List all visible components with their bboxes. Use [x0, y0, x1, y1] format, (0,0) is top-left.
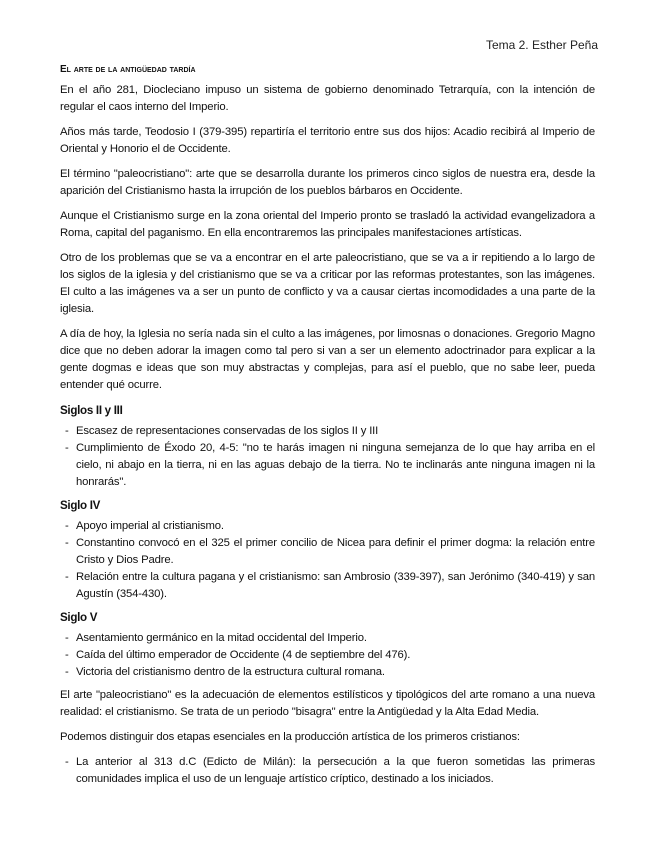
- list-item: [60, 664, 595, 681]
- list-item: [60, 754, 595, 788]
- list-item: [60, 630, 595, 647]
- paragraph: El arte "paleocristiano" es la adecuación de elementos estilísticos y tipológicos del arte romano a una nueva realidad: el cristianismo. Se trata de un periodo "bisagra" entre la Antigüedad y la Alta Edad Media.: [60, 689, 595, 718]
- list-item-text: Cumplimiento de Éxodo 20, 4-5: "no te harás imagen ni ninguna semejanza de lo que hay arriba en el cielo, ni abajo en la tierra, ni en las aguas debajo de la tierra. No te inclinarás ante ninguna imagen ni la honrarás".: [76, 442, 595, 488]
- dash-bullet-icon: -: [65, 649, 69, 661]
- dash-bullet-icon: -: [65, 425, 69, 437]
- list-item-text: Victoria del cristianismo dentro de la estructura cultural romana.: [76, 666, 385, 678]
- dash-bullet-icon: -: [65, 756, 69, 768]
- dash-bullet-icon: -: [65, 520, 69, 532]
- bullet-list: [60, 630, 595, 681]
- paragraph: El término "paleocristiano": arte que se desarrolla durante los primeros cinco siglos de nuestra era, desde la aparición del Cristianismo hasta la irrupción de los pueblos bárbaros en Occidente.: [60, 168, 595, 197]
- list-item: [60, 647, 595, 664]
- bullet-list: [60, 518, 595, 603]
- paragraph: Podemos distinguir dos etapas esenciales en la producción artística de los primeros cristianos:: [60, 731, 520, 743]
- list-item-text: Caída del último emperador de Occidente (4 de septiembre del 476).: [76, 649, 411, 661]
- section-heading-siglo-iv: Siglo IV: [60, 499, 101, 512]
- bullet-list: [60, 423, 595, 491]
- section-heading-siglo-v: Siglo V: [60, 611, 98, 624]
- paragraph: Años más tarde, Teodosio I (379-395) repartiría el territorio entre sus dos hijos: Acadio recibirá al Imperio de Oriental y Honorio el de Occidente.: [60, 126, 595, 155]
- paragraph: Aunque el Cristianismo surge en la zona oriental del Imperio pronto se trasladó la actividad evangelizadora a Roma, capital del paganismo. En ella encontraremos las principales manifestaciones artísticas.: [60, 210, 595, 239]
- list-item: [60, 440, 595, 491]
- dash-bullet-icon: -: [65, 537, 69, 549]
- dash-bullet-icon: -: [65, 666, 69, 678]
- dash-bullet-icon: -: [65, 632, 69, 644]
- paragraph: Otro de los problemas que se va a encontrar en el arte paleocristiano, que se va a ir repitiendo a lo largo de los siglos de la iglesia y del cristianismo que se va a criticar por las reformas protestantes, son las imágenes. El culto a las imágenes va a ser un punto de conflicto y va a causar ciertas incomodidades a una parte de la iglesia.: [60, 252, 595, 315]
- section-heading-siglos-ii-iii: Siglos II y III: [60, 404, 123, 417]
- list-item: [60, 423, 595, 440]
- paragraph: En el año 281, Diocleciano impuso un sistema de gobierno denominado Tetrarquía, con la intención de regular el caos interno del Imperio.: [60, 84, 595, 113]
- list-item: [60, 518, 595, 535]
- list-item: [60, 535, 595, 569]
- dash-bullet-icon: -: [65, 571, 69, 583]
- bullet-list: [60, 754, 595, 788]
- document-title: El arte de la antigüedad tardía: [60, 64, 196, 75]
- list-item-text: Asentamiento germánico en la mitad occidental del Imperio.: [76, 632, 367, 644]
- list-item-text: Relación entre la cultura pagana y el cristianismo: san Ambrosio (339-397), san Jerónimo (340-419) y san Agustín (354-430).: [76, 571, 595, 600]
- list-item: [60, 569, 595, 603]
- list-item-text: Apoyo imperial al cristianismo.: [76, 520, 224, 532]
- dash-bullet-icon: -: [65, 442, 69, 454]
- list-item-text: Constantino convocó en el 325 el primer concilio de Nicea para definir el primer dogma: la relación entre Cristo y Dios Padre.: [76, 537, 595, 566]
- document-body: [60, 62, 595, 794]
- page-header: Tema 2. Esther Peña: [485, 38, 598, 52]
- paragraph: A día de hoy, la Iglesia no sería nada sin el culto a las imágenes, por limosnas o donaciones. Gregorio Magno dice que no deben adorar la imagen como tal pero si van a ser un elemento adoctrinador para explicar a la gente dogmas e ideas que son muy abstractas y complejas, para así el pueblo, que no sabe leer, pueda entender qué ocurre.: [60, 328, 595, 391]
- list-item-text: La anterior al 313 d.C (Edicto de Milán): la persecución a la que fueron sometidas las primeras comunidades implica el uso de un lenguaje artístico críptico, destinado a los iniciados.: [76, 756, 595, 785]
- list-item-text: Escasez de representaciones conservadas de los siglos II y III: [76, 425, 379, 437]
